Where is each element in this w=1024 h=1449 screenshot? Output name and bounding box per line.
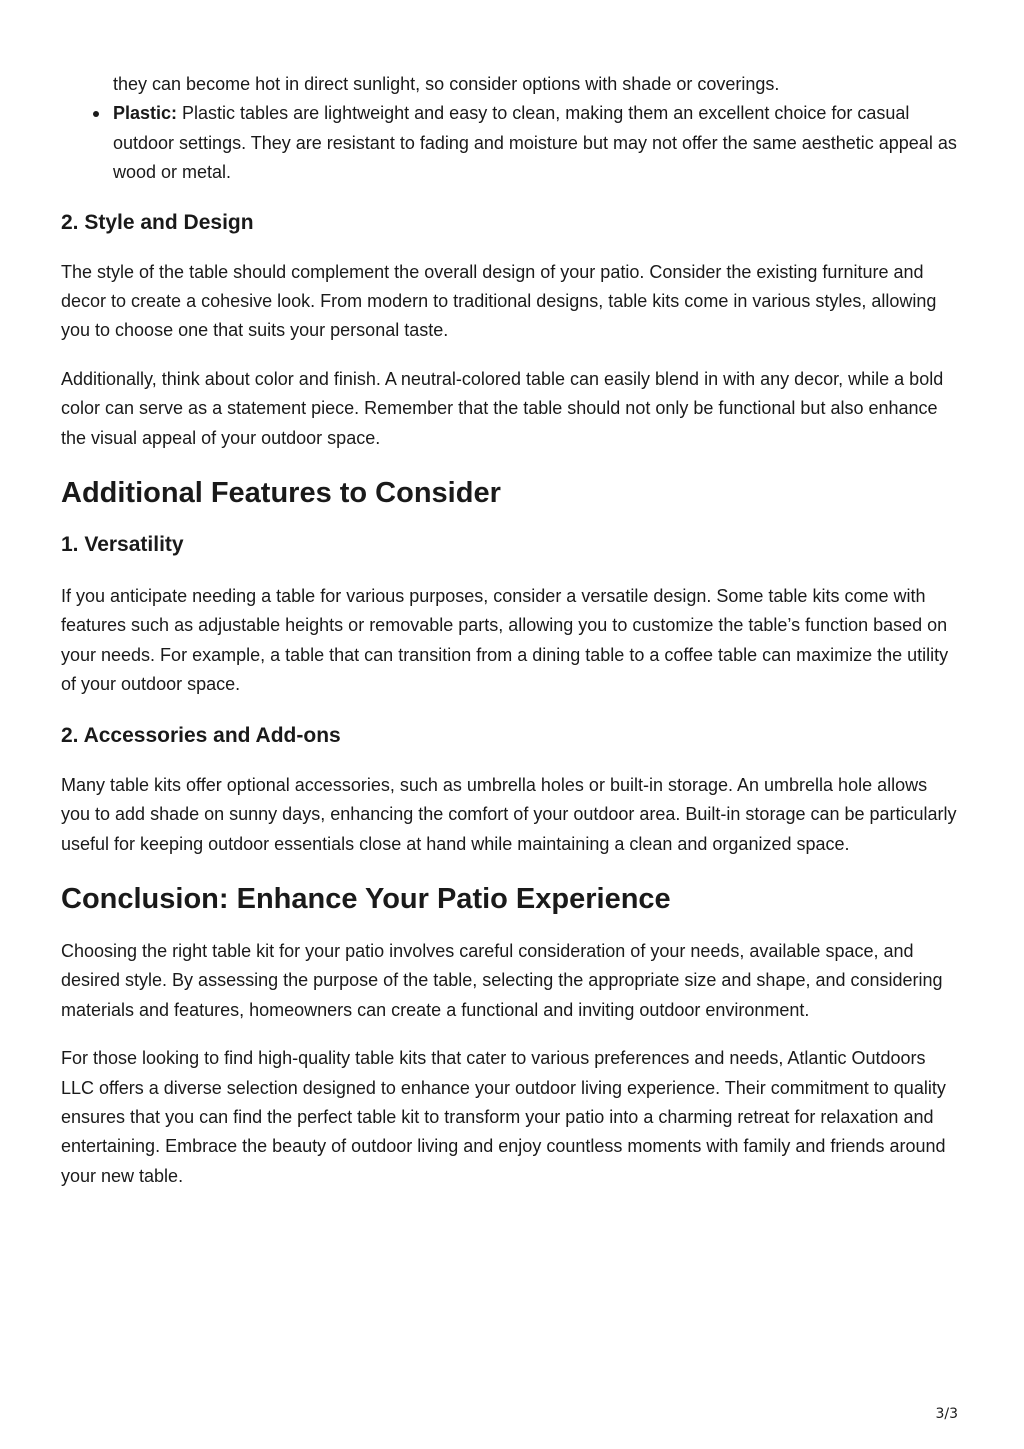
section-heading-additional-features: Additional Features to Consider: [61, 477, 501, 510]
section-heading-versatility: 1. Versatility: [61, 533, 184, 557]
list-item-plastic: [113, 99, 961, 187]
list-item-label: Plastic:: [113, 103, 178, 124]
document-page: [61, 70, 961, 1191]
materials-list: [61, 99, 961, 187]
paragraph: For those looking to find high-quality table kits that cater to various preferences and needs, Atlantic Outdoors LLC offers a diverse selection designed to enhance your outdoor living experience. Their commitment to quality ensures that you can find the perfect table kit to transform your patio into a charming retreat for relaxation and entertaining. Embrace the beauty of outdoor living and enjoy countless moments with family and friends around your new table.: [61, 1048, 946, 1186]
paragraph: The style of the table should complement the overall design of your patio. Consider the existing furniture and decor to create a cohesive look. From modern to traditional designs, table kits come in various styles, allowing you to choose one that suits your personal taste.: [61, 261, 937, 341]
section-heading-style-design: 2. Style and Design: [61, 210, 254, 234]
paragraph: If you anticipate needing a table for various purposes, consider a versatile design. Some table kits come with features such as adjustable heights or removable parts, allowing you to customize the table’s function based on your needs. For example, a table that can transition from a dining table to a coffee table can maximize the utility of your outdoor space.: [61, 586, 949, 695]
section-heading-conclusion: Conclusion: Enhance Your Patio Experience: [61, 882, 671, 915]
list-item-text: Plastic tables are lightweight and easy to clean, making them an excellent choice for casual outdoor settings. They are resistant to fading and moisture but may not offer the same aesthetic appeal as wood or metal.: [113, 103, 957, 183]
paragraph: Many table kits offer optional accessories, such as umbrella holes or built-in storage. An umbrella hole allows you to add shade on sunny days, enhancing the comfort of your outdoor area. Built-in storage can be particularly useful for keeping outdoor essentials close at hand while maintaining a clean and organized space.: [61, 774, 957, 854]
paragraph: Additionally, think about color and finish. A neutral-colored table can easily blend in with any decor, while a bold color can serve as a statement piece. Remember that the table should not only be functional but also enhance the visual appeal of your outdoor space.: [61, 368, 944, 448]
page-number: 3/3: [935, 1406, 958, 1422]
section-heading-accessories: 2. Accessories and Add-ons: [61, 723, 341, 747]
bullet-icon: [93, 111, 99, 117]
paragraph: Choosing the right table kit for your patio involves careful consideration of your needs, available space, and desired style. By assessing the purpose of the table, selecting the appropriate size and shape, and considering materials and features, homeowners can create a functional and inviting outdoor environment.: [61, 940, 943, 1020]
list-item-continuation: they can become hot in direct sunlight, so consider options with shade or coverings.: [113, 74, 780, 94]
